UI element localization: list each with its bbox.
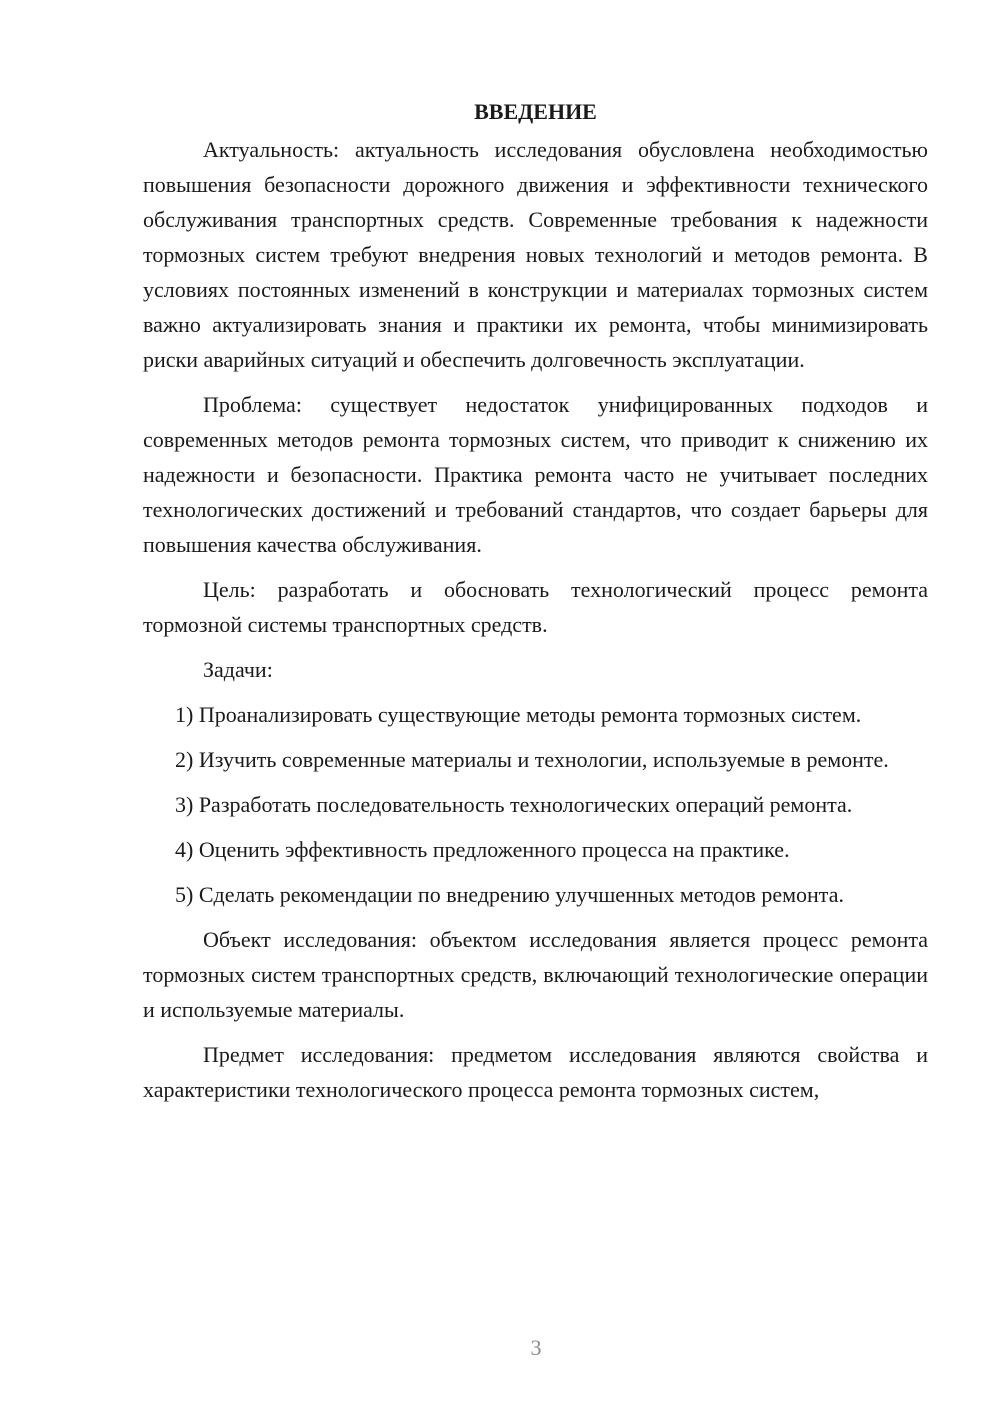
goal-paragraph: Цель: разработать и обосновать технологический процесс ремонта тормозной системы транспортных средств. (143, 577, 928, 637)
page-content (143, 94, 928, 1117)
page-number: 3 (530, 1335, 542, 1360)
object-paragraph: Объект исследования: объектом исследования является процесс ремонта тормозных систем транспортных средств, включающий технологические операции и используемые материалы. (143, 927, 928, 1022)
subject-paragraph: Предмет исследования: предметом исследования являются свойства и характеристики технологического процесса ремонта тормозных систем, (143, 1042, 928, 1102)
task-item: 3) Разработать последовательность технологических операций ремонта. (175, 792, 853, 817)
task-item: 5) Сделать рекомендации по внедрению улучшенных методов ремонта. (175, 882, 844, 907)
task-item: 1) Проанализировать существующие методы ремонта тормозных систем. (175, 702, 862, 727)
page-title: ВВЕДЕНИЕ (474, 99, 597, 124)
problem-paragraph: Проблема: существует недостаток унифицированных подходов и современных методов ремонта тормозных систем, что приводит к снижению их надежности и безопасности. Практика ремонта часто не учитывает последних технологических достижений и требований стандартов, что создает барьеры для повышения качества обслуживания. (143, 392, 928, 557)
task-item: 4) Оценить эффективность предложенного процесса на практике. (175, 837, 790, 862)
task-item: 2) Изучить современные материалы и технологии, используемые в ремонте. (175, 747, 889, 772)
tasks-label: Задачи: (203, 657, 273, 682)
tasks-list (143, 697, 928, 912)
relevance-paragraph: Актуальность: актуальность исследования обусловлена необходимостью повышения безопасности дорожного движения и эффективности технического обслуживания транспортных средств. Современные требования к надежности тормозных систем требуют внедрения новых технологий и методов ремонта. В условиях постоянных изменений в конструкции и материалах тормозных систем важно актуализировать знания и практики их ремонта, чтобы минимизировать риски аварийных ситуаций и обеспечить долговечность эксплуатации. (143, 137, 928, 372)
